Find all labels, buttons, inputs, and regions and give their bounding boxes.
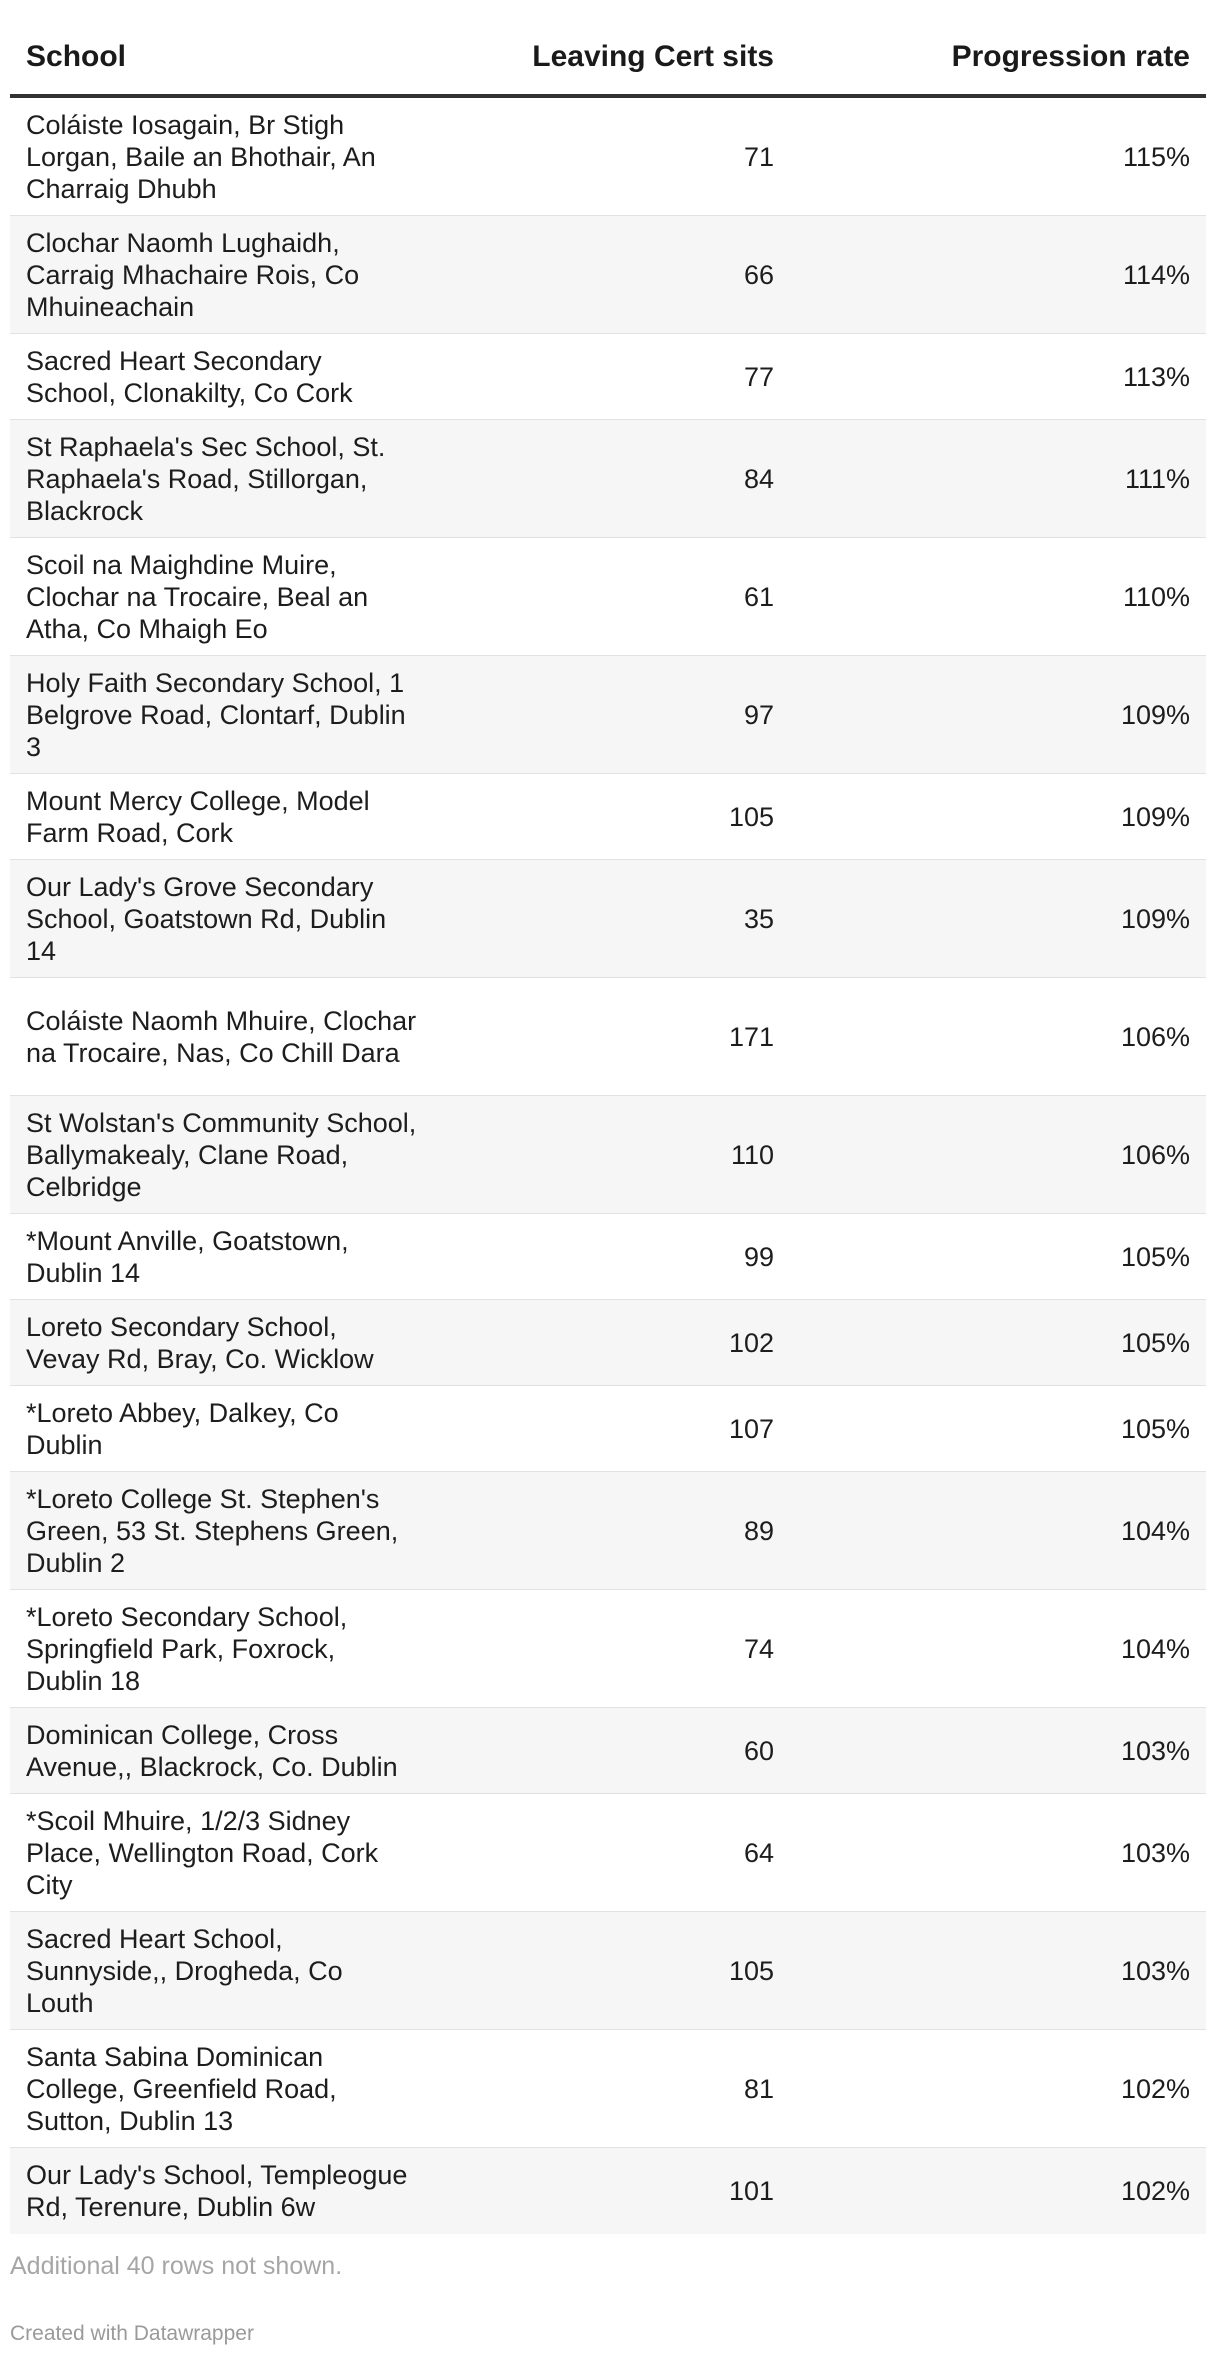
sits-cell: 110	[730, 1139, 774, 1170]
sits-cell: 84	[743, 463, 774, 494]
school-cell: Our Lady's Grove Secondary School, Goatstown Rd, Dublin 14	[26, 871, 387, 966]
school-cell: Our Lady's School, Templeogue Rd, Terenure, Dublin 6w	[26, 2160, 408, 2222]
table-row	[10, 216, 1206, 334]
school-cell: *Scoil Mhuire, 1/2/3 Sidney Place, Wellington Road, Cork City	[26, 1805, 379, 1900]
rate-cell: 103%	[1120, 1837, 1190, 1868]
school-cell: *Loreto Secondary School, Springfield Park, Foxrock, Dublin 18	[26, 1601, 348, 1696]
sits-cell: 107	[728, 1413, 774, 1444]
table-row	[10, 1708, 1206, 1794]
table-row	[10, 2030, 1206, 2148]
table-header	[10, 0, 1206, 98]
table-row	[10, 1386, 1206, 1472]
table-row	[10, 98, 1206, 216]
sits-cell: 99	[743, 1241, 774, 1272]
rate-cell: 115%	[1122, 141, 1190, 172]
table-row	[10, 2148, 1206, 2234]
sits-cell: 61	[743, 581, 774, 612]
table-row	[10, 1794, 1206, 1912]
sits-cell: 89	[743, 1515, 774, 1546]
school-cell: *Mount Anville, Goatstown, Dublin 14	[26, 1225, 349, 1288]
header-school[interactable]: School	[26, 40, 127, 73]
rate-cell: 105%	[1120, 1327, 1190, 1358]
rate-cell: 110%	[1122, 581, 1190, 612]
sits-cell: 81	[743, 2073, 774, 2104]
table-row	[10, 774, 1206, 860]
sits-cell: 101	[728, 2176, 774, 2206]
school-cell: Scoil na Maighdine Muire, Clochar na Trocaire, Beal an Atha, Co Mhaigh Eo	[26, 549, 369, 644]
rate-cell: 105%	[1120, 1241, 1190, 1272]
school-cell: Santa Sabina Dominican College, Greenfield Road, Sutton, Dublin 13	[26, 2041, 337, 2136]
rate-cell: 106%	[1120, 1021, 1190, 1052]
table-row	[10, 1096, 1206, 1214]
school-cell: Clochar Naomh Lughaidh, Carraig Mhachaire Rois, Co Mhuineachain	[26, 227, 360, 322]
school-cell: Coláiste Naomh Mhuire, Clochar na Trocaire, Nas, Co Chill Dara	[26, 1005, 417, 1068]
school-cell: St Raphaela's Sec School, St. Raphaela's Road, Stillorgan, Blackrock	[26, 431, 386, 526]
rate-cell: 102%	[1120, 2176, 1190, 2206]
rate-cell: 111%	[1124, 463, 1190, 494]
rate-cell: 102%	[1120, 2073, 1190, 2104]
data-table	[10, 0, 1206, 2234]
rows-not-shown-note: Additional 40 rows not shown.	[10, 2252, 343, 2280]
rate-cell: 109%	[1120, 903, 1190, 934]
sits-cell: 102	[728, 1327, 774, 1358]
table-row	[10, 1912, 1206, 2030]
rate-cell: 103%	[1120, 1735, 1190, 1766]
rate-cell: 106%	[1120, 1139, 1190, 1170]
sits-cell: 97	[743, 699, 774, 730]
school-cell: *Loreto Abbey, Dalkey, Co Dublin	[26, 1397, 339, 1460]
table-row	[10, 420, 1206, 538]
school-cell: Holy Faith Secondary School, 1 Belgrove Road, Clontarf, Dublin 3	[26, 667, 406, 762]
table-row	[10, 1300, 1206, 1386]
table-row	[10, 334, 1206, 420]
table-row	[10, 978, 1206, 1096]
table-row	[10, 1590, 1206, 1708]
sits-cell: 64	[743, 1837, 774, 1868]
school-cell: St Wolstan's Community School, Ballymakealy, Clane Road, Celbridge	[26, 1107, 417, 1202]
sits-cell: 105	[728, 1955, 774, 1986]
table-row	[10, 538, 1206, 656]
rate-cell: 109%	[1120, 699, 1190, 730]
sits-cell: 60	[743, 1735, 774, 1766]
sits-cell: 105	[728, 801, 774, 832]
rate-cell: 104%	[1120, 1515, 1190, 1546]
table-row	[10, 860, 1206, 978]
school-cell: Coláiste Iosagain, Br Stigh Lorgan, Baile an Bhothair, An Charraig Dhubh	[26, 109, 376, 204]
sits-cell: 77	[743, 361, 774, 392]
table-row	[10, 656, 1206, 774]
sits-cell: 171	[728, 1021, 774, 1052]
school-cell: Dominican College, Cross Avenue,, Blackrock, Co. Dublin	[26, 1719, 398, 1782]
school-cell: Sacred Heart Secondary School, Clonakilty, Co Cork	[26, 345, 353, 408]
school-cell: Loreto Secondary School, Vevay Rd, Bray, Co. Wicklow	[26, 1311, 374, 1374]
rate-cell: 103%	[1120, 1955, 1190, 1986]
sits-cell: 71	[743, 141, 774, 172]
rate-cell: 104%	[1120, 1633, 1190, 1664]
header-progression-rate[interactable]: Progression rate	[951, 40, 1190, 73]
sits-cell: 66	[743, 259, 774, 290]
datawrapper-credit[interactable]: Created with Datawrapper	[10, 2322, 254, 2345]
rate-cell: 114%	[1122, 259, 1190, 290]
sits-cell: 74	[743, 1633, 774, 1664]
rate-cell: 113%	[1122, 361, 1190, 392]
school-cell: Sacred Heart School, Sunnyside,, Drogheda, Co Louth	[26, 1923, 343, 2018]
header-leaving-cert-sits[interactable]: Leaving Cert sits	[532, 40, 774, 73]
rate-cell: 105%	[1120, 1413, 1190, 1444]
table-row	[10, 1214, 1206, 1300]
school-cell: Mount Mercy College, Model Farm Road, Cork	[26, 785, 370, 848]
table-row	[10, 1472, 1206, 1590]
rate-cell: 109%	[1120, 801, 1190, 832]
school-cell: *Loreto College St. Stephen's Green, 53 St. Stephens Green, Dublin 2	[26, 1483, 399, 1578]
sits-cell: 35	[743, 903, 774, 934]
